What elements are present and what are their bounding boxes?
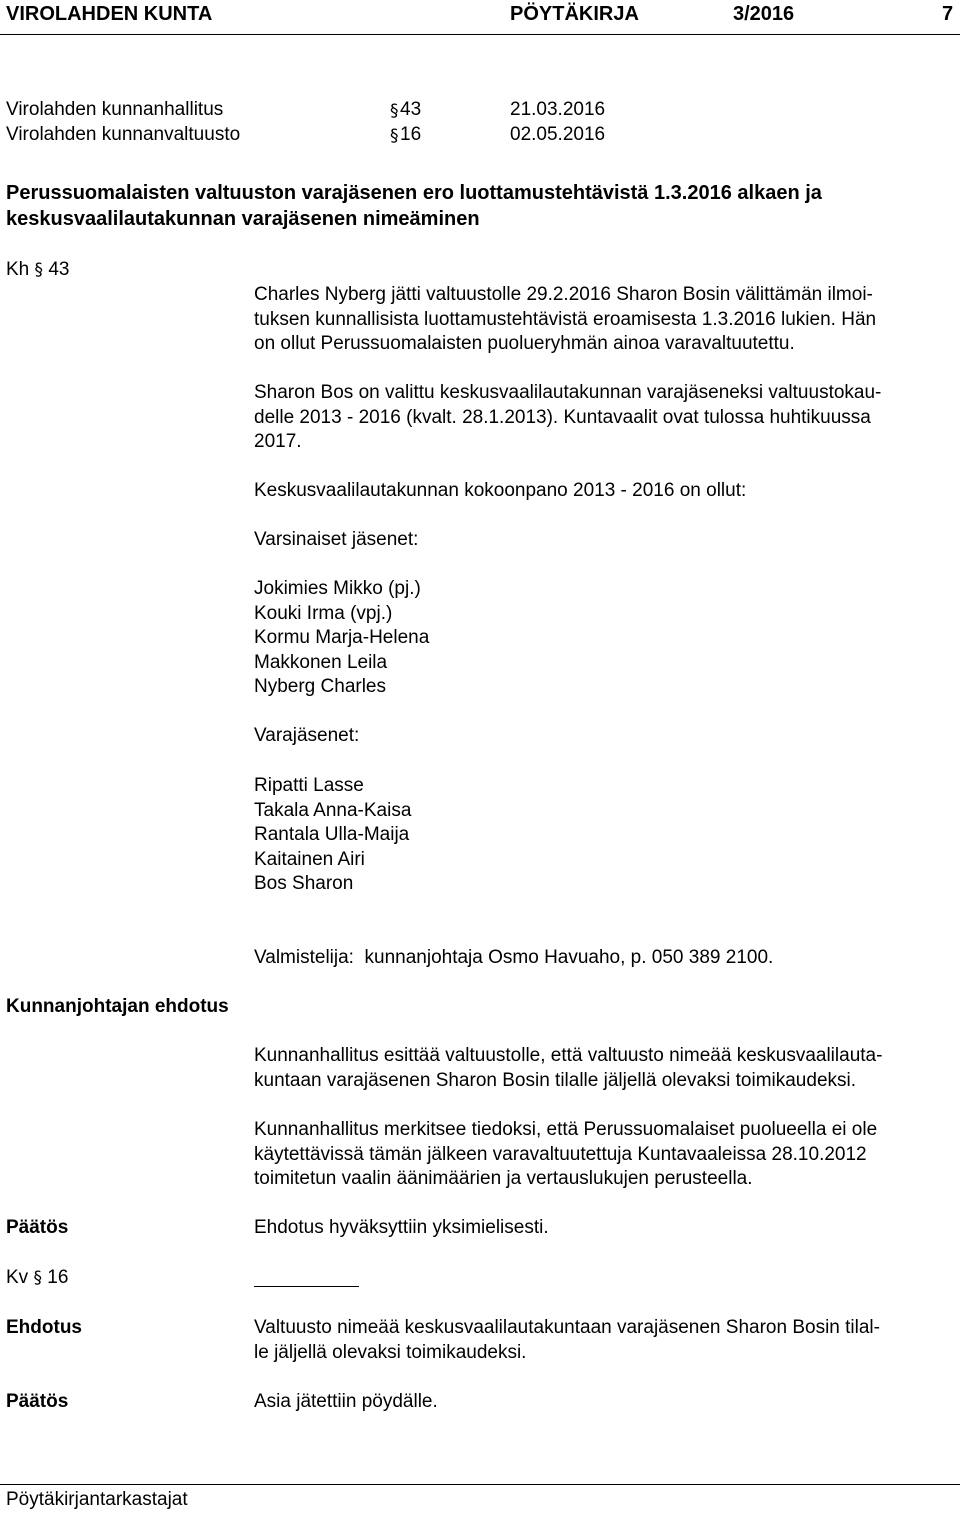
header-doc-type: PÖYTÄKIRJA bbox=[510, 3, 639, 25]
header-issue: 3/2016 bbox=[733, 3, 795, 25]
meeting-date: 02.05.2016 bbox=[510, 124, 606, 145]
title-line: Perussuomalaisten valtuuston varajäsenen ero luottamustehtävistä 1.3.2016 alkaen ja bbox=[6, 182, 822, 204]
list-item: Nyberg Charles bbox=[254, 676, 386, 697]
text-line: on ollut Perussuomalaisten puolueryhmän ainoa varavaltuutettu. bbox=[254, 333, 795, 354]
body-paragraph-3: Keskusvaalilautakunnan kokoonpano 2013 - 2016 on ollut: bbox=[254, 480, 747, 501]
list-item: Kaitainen Airi bbox=[254, 848, 365, 870]
footer-text: Pöytäkirjantarkastajat bbox=[6, 1489, 188, 1510]
kv-reference bbox=[6, 1266, 68, 1291]
deputies-heading: Varajäsenet: bbox=[254, 725, 360, 746]
list-item: Rantala Ulla-Maija bbox=[254, 824, 410, 845]
list-item: Bos Sharon bbox=[254, 873, 354, 894]
kv-number: 16 bbox=[47, 1267, 69, 1288]
section-symbol: § bbox=[390, 126, 399, 146]
list-item: Jokimies Mikko (pj.) bbox=[254, 578, 421, 599]
proposal-paragraph-1 bbox=[254, 1044, 954, 1093]
list-item: Takala Anna-Kaisa bbox=[254, 799, 412, 821]
separator-line bbox=[254, 1286, 359, 1287]
deputies-list bbox=[254, 774, 954, 897]
footer-rule bbox=[0, 1484, 960, 1485]
text-line: tuksen kunnallisista luottamustehtävistä eroamisesta 1.3.2016 lukien. Hän bbox=[254, 308, 877, 330]
decision-label: Päätös bbox=[6, 1217, 69, 1238]
text-line: Sharon Bos on valittu keskusvaalilautakunnan varajäseneksi valtuustokau- bbox=[254, 382, 882, 403]
text-line: Kunnanhallitus esittää valtuustolle, että valtuusto nimeää keskusvaalilauta- bbox=[254, 1045, 883, 1066]
kh-reference bbox=[6, 258, 69, 283]
text-line: delle 2013 - 2016 (kvalt. 28.1.2013). Kuntavaalit ovat tulossa huhtikuussa bbox=[254, 406, 871, 428]
proposal2-label: Ehdotus bbox=[6, 1317, 82, 1338]
kh-number: 43 bbox=[48, 259, 70, 280]
text-line: Charles Nyberg jätti valtuustolle 29.2.2016 Sharon Bosin välittämän ilmoi- bbox=[254, 284, 873, 305]
members-heading: Varsinaiset jäsenet: bbox=[254, 529, 419, 550]
decision-label: Päätös bbox=[6, 1391, 69, 1412]
body-paragraph-2 bbox=[254, 381, 954, 455]
meeting-section: 43 bbox=[400, 99, 422, 120]
section-symbol: § bbox=[34, 260, 44, 280]
meeting-body: Virolahden kunnanvaltuusto bbox=[6, 124, 241, 145]
decision-text: Asia jätettiin pöydälle. bbox=[254, 1391, 438, 1412]
meeting-date: 21.03.2016 bbox=[510, 99, 606, 120]
header-rule bbox=[0, 34, 960, 35]
text-line: kuntaan varajäsenen Sharon Bosin tilalle jäljellä olevaksi toimikaudeksi. bbox=[254, 1069, 857, 1091]
header-org: VIROLAHDEN KUNTA bbox=[6, 3, 213, 25]
proposal2-text bbox=[254, 1316, 954, 1365]
document-title bbox=[6, 180, 822, 232]
list-item: Kormu Marja-Helena bbox=[254, 627, 430, 648]
text-line: 2017. bbox=[254, 431, 302, 452]
text-line: Valtuusto nimeää keskusvaalilautakuntaan varajäsenen Sharon Bosin tilal- bbox=[254, 1317, 880, 1338]
text-line: Kunnanhallitus merkitsee tiedoksi, että Perussuomalaiset puolueella ei ole bbox=[254, 1119, 878, 1140]
list-item: Ripatti Lasse bbox=[254, 775, 364, 796]
proposal-label: Kunnanjohtajan ehdotus bbox=[6, 996, 229, 1017]
kh-label: Kh bbox=[6, 259, 30, 280]
list-item: Kouki Irma (vpj.) bbox=[254, 602, 393, 624]
header-page-number: 7 bbox=[942, 3, 954, 25]
text-line: le jäljellä olevaksi toimikaudeksi. bbox=[254, 1341, 527, 1363]
kv-label: Kv bbox=[6, 1267, 29, 1288]
preparer-line: Valmistelija: kunnanjohtaja Osmo Havuaho, p. 050 389 2100. bbox=[254, 947, 774, 968]
section-symbol: § bbox=[33, 1268, 42, 1288]
members-list bbox=[254, 577, 954, 700]
body-paragraph-1 bbox=[254, 283, 954, 357]
section-symbol: § bbox=[390, 101, 399, 121]
text-line: käytettävissä tämän jälkeen varavaltuutettuja Kuntavaaleissa 28.10.2012 bbox=[254, 1143, 867, 1165]
meeting-body: Virolahden kunnanhallitus bbox=[6, 99, 224, 120]
title-line: keskusvaalilautakunnan varajäsenen nimeäminen bbox=[6, 208, 480, 230]
list-item: Makkonen Leila bbox=[254, 651, 388, 673]
meeting-section: 16 bbox=[400, 124, 422, 145]
proposal-paragraph-2 bbox=[254, 1118, 954, 1192]
text-line: toimitetun vaalin äänimäärien ja vertauslukujen perusteella. bbox=[254, 1168, 753, 1189]
decision-text: Ehdotus hyväksyttiin yksimielisesti. bbox=[254, 1217, 549, 1238]
